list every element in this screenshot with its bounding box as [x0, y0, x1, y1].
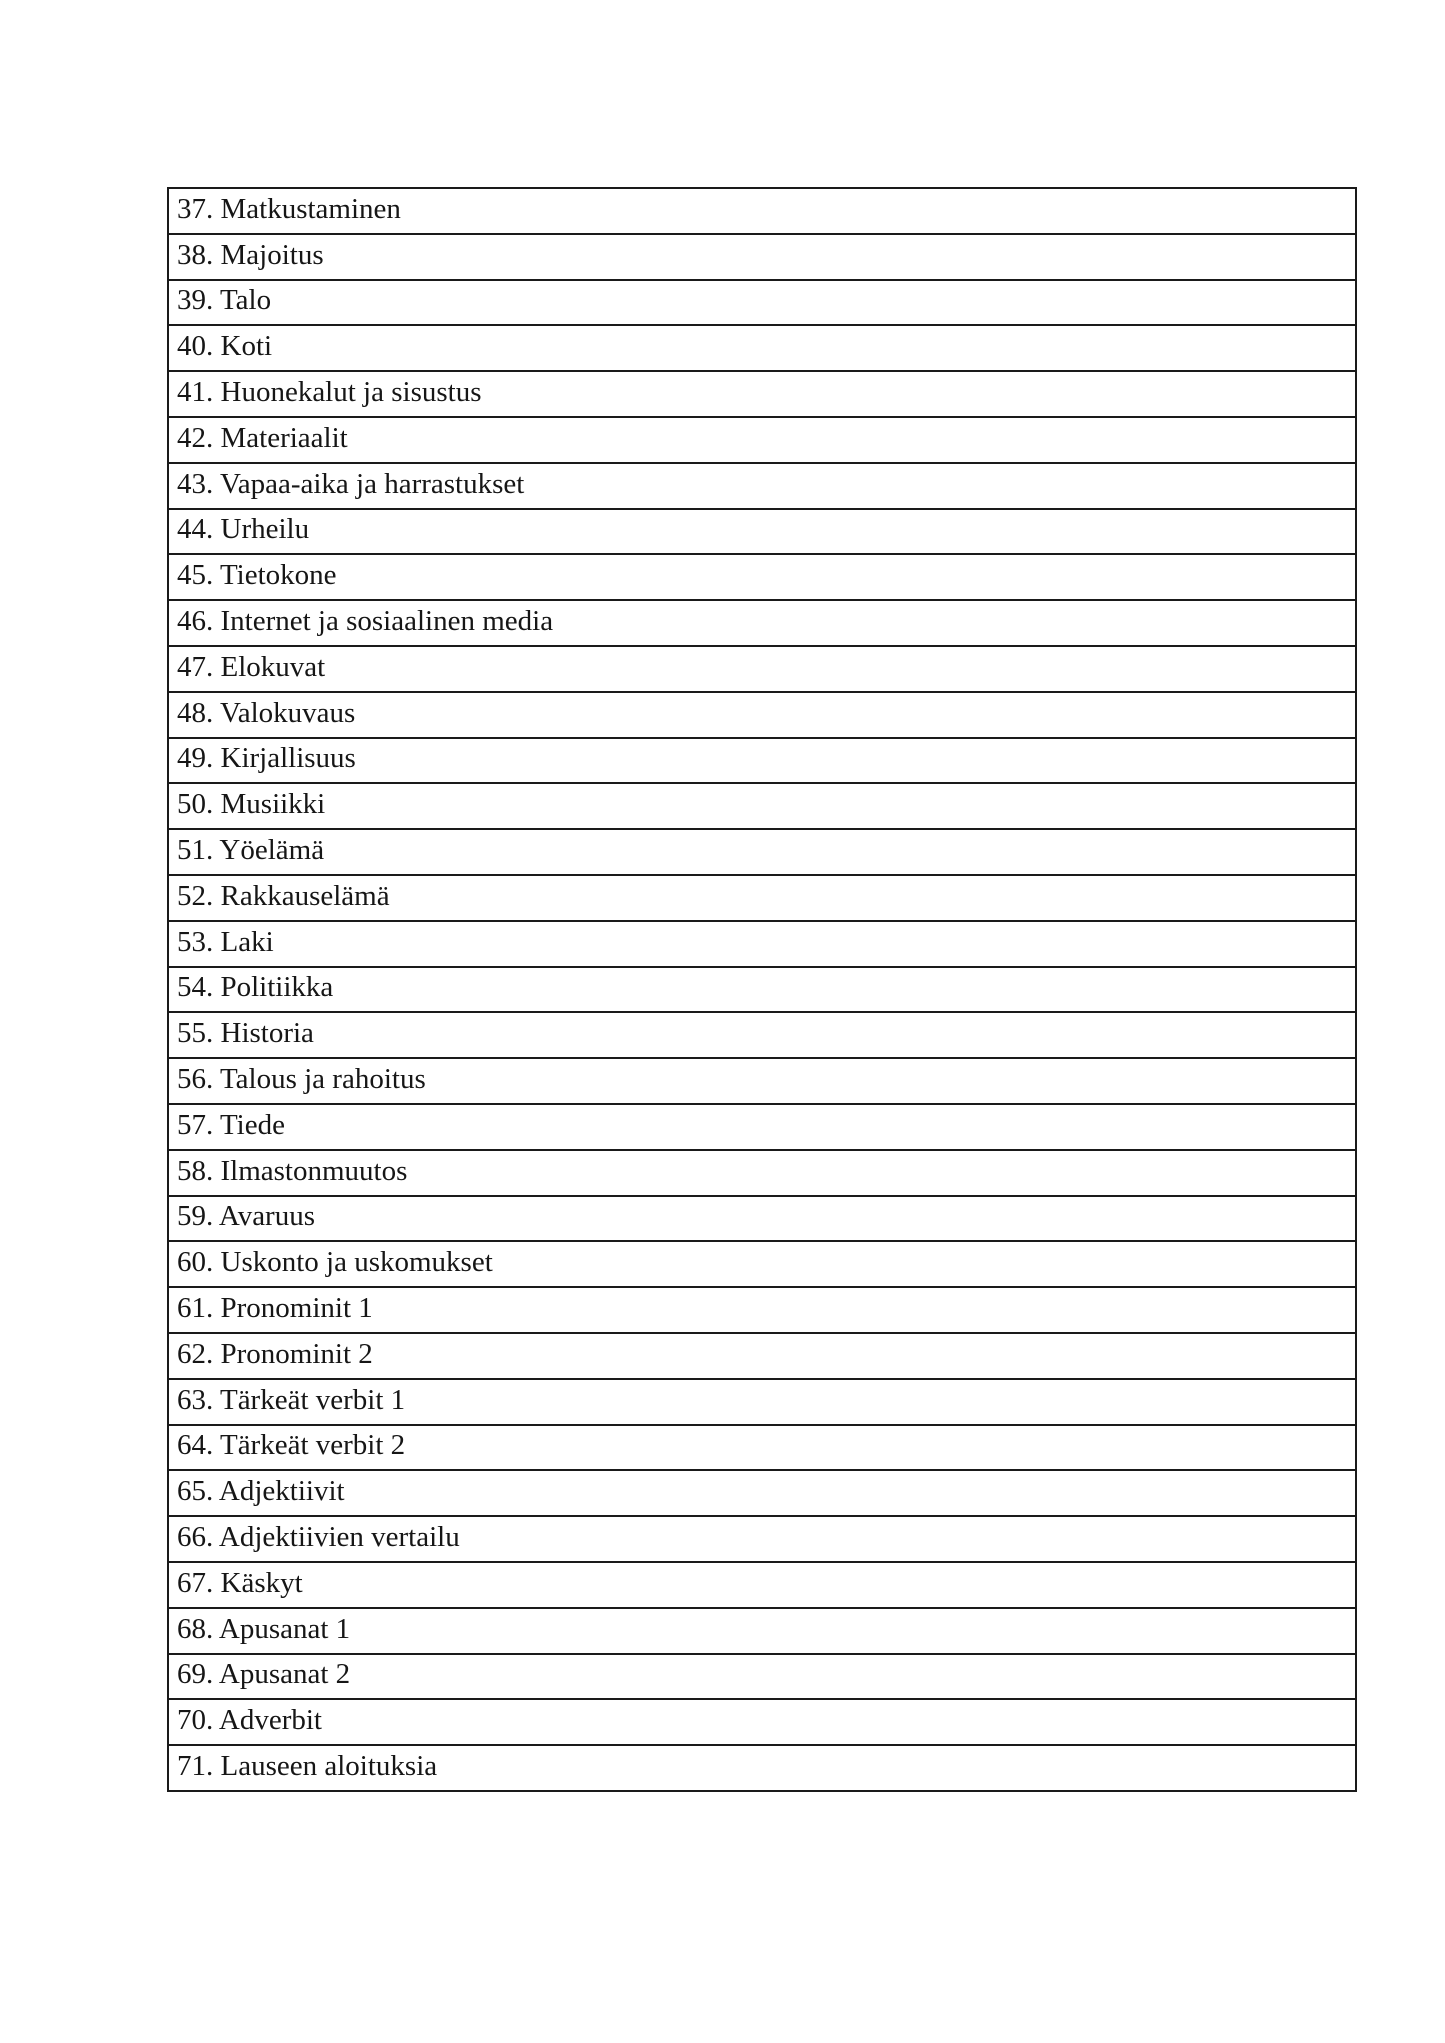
table-row — [168, 1425, 1356, 1471]
chapter-entry: 50. Musiikki — [168, 783, 1356, 829]
table-row — [168, 1654, 1356, 1700]
table-row — [168, 234, 1356, 280]
table-row — [168, 967, 1356, 1013]
chapter-entry: 60. Uskonto ja uskomukset — [168, 1241, 1356, 1287]
chapter-entry: 65. Adjektiivit — [168, 1470, 1356, 1516]
chapter-entry: 42. Materiaalit — [168, 417, 1356, 463]
contents-table — [167, 187, 1357, 1792]
table-row — [168, 738, 1356, 784]
chapter-entry: 61. Pronominit 1 — [168, 1287, 1356, 1333]
table-row — [168, 1150, 1356, 1196]
table-row — [168, 1745, 1356, 1791]
table-row — [168, 1104, 1356, 1150]
chapter-entry: 39. Talo — [168, 280, 1356, 326]
table-row — [168, 1608, 1356, 1654]
table-row — [168, 1699, 1356, 1745]
chapter-entry: 44. Urheilu — [168, 509, 1356, 555]
chapter-entry: 48. Valokuvaus — [168, 692, 1356, 738]
chapter-entry: 58. Ilmastonmuutos — [168, 1150, 1356, 1196]
chapter-entry: 70. Adverbit — [168, 1699, 1356, 1745]
chapter-entry: 41. Huonekalut ja sisustus — [168, 371, 1356, 417]
chapter-entry: 49. Kirjallisuus — [168, 738, 1356, 784]
table-row — [168, 600, 1356, 646]
chapter-entry: 57. Tiede — [168, 1104, 1356, 1150]
table-row — [168, 325, 1356, 371]
table-row — [168, 921, 1356, 967]
chapter-entry: 43. Vapaa-aika ja harrastukset — [168, 463, 1356, 509]
table-row — [168, 783, 1356, 829]
chapter-entry: 67. Käskyt — [168, 1562, 1356, 1608]
table-row — [168, 509, 1356, 555]
chapter-entry: 71. Lauseen aloituksia — [168, 1745, 1356, 1791]
table-row — [168, 829, 1356, 875]
table-row — [168, 646, 1356, 692]
chapter-entry: 47. Elokuvat — [168, 646, 1356, 692]
chapter-entry: 64. Tärkeät verbit 2 — [168, 1425, 1356, 1471]
chapter-entry: 68. Apusanat 1 — [168, 1608, 1356, 1654]
table-row — [168, 1379, 1356, 1425]
chapter-entry: 51. Yöelämä — [168, 829, 1356, 875]
table-row — [168, 692, 1356, 738]
chapter-entry: 46. Internet ja sosiaalinen media — [168, 600, 1356, 646]
table-row — [168, 1516, 1356, 1562]
table-row — [168, 463, 1356, 509]
table-row — [168, 417, 1356, 463]
contents-rows — [168, 188, 1356, 1791]
table-row — [168, 280, 1356, 326]
table-row — [168, 1058, 1356, 1104]
chapter-entry: 62. Pronominit 2 — [168, 1333, 1356, 1379]
table-row — [168, 1562, 1356, 1608]
table-row — [168, 875, 1356, 921]
table-row — [168, 371, 1356, 417]
chapter-entry: 55. Historia — [168, 1012, 1356, 1058]
table-row — [168, 554, 1356, 600]
chapter-entry: 69. Apusanat 2 — [168, 1654, 1356, 1700]
chapter-entry: 40. Koti — [168, 325, 1356, 371]
chapter-entry: 53. Laki — [168, 921, 1356, 967]
table-row — [168, 1241, 1356, 1287]
table-row — [168, 188, 1356, 234]
chapter-entry: 54. Politiikka — [168, 967, 1356, 1013]
table-row — [168, 1012, 1356, 1058]
table-row — [168, 1196, 1356, 1242]
chapter-entry: 63. Tärkeät verbit 1 — [168, 1379, 1356, 1425]
chapter-entry: 52. Rakkauselämä — [168, 875, 1356, 921]
chapter-entry: 37. Matkustaminen — [168, 188, 1356, 234]
table-row — [168, 1470, 1356, 1516]
table-row — [168, 1333, 1356, 1379]
chapter-entry: 59. Avaruus — [168, 1196, 1356, 1242]
chapter-entry: 38. Majoitus — [168, 234, 1356, 280]
table-row — [168, 1287, 1356, 1333]
chapter-entry: 45. Tietokone — [168, 554, 1356, 600]
chapter-entry: 66. Adjektiivien vertailu — [168, 1516, 1356, 1562]
chapter-entry: 56. Talous ja rahoitus — [168, 1058, 1356, 1104]
